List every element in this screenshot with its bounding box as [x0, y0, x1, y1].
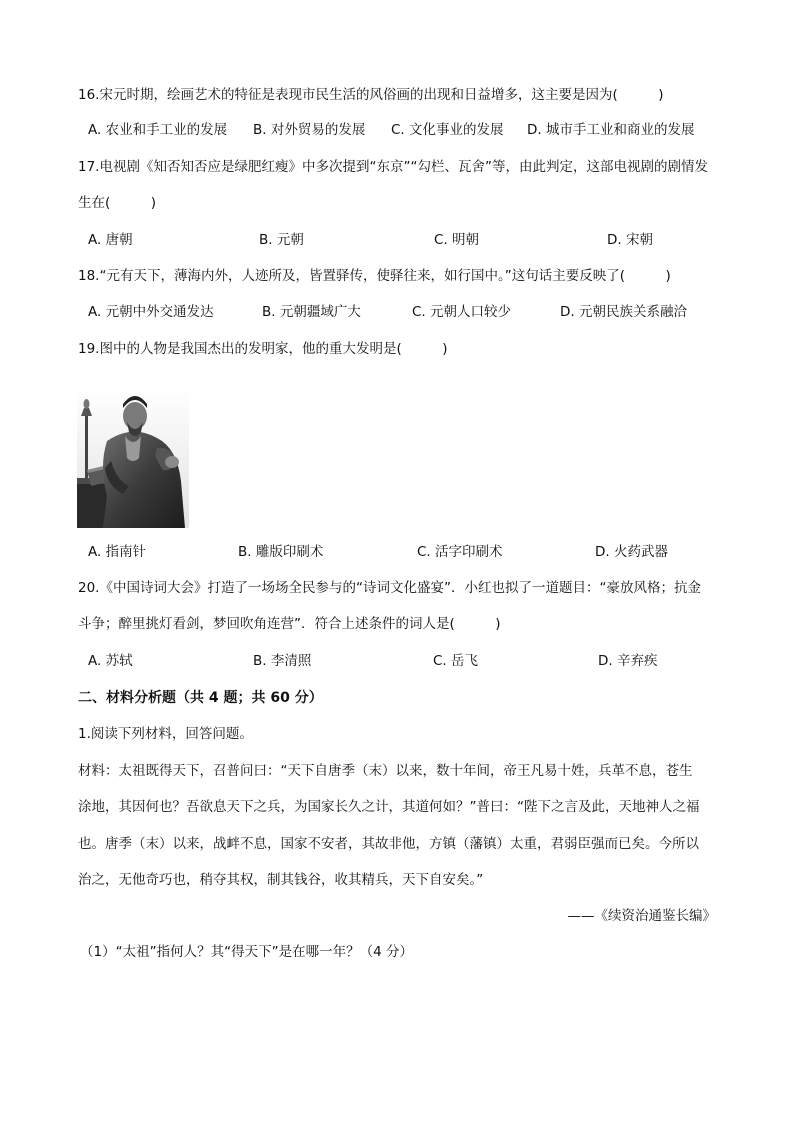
material-line-4: 治之，无他奇巧也，稍夺其权，制其钱谷，收其精兵，天下自安矣。” — [78, 872, 484, 888]
q17-option-a[interactable]: A. 唐朝 — [88, 232, 133, 248]
q17-option-d[interactable]: D. 宋朝 — [607, 232, 653, 248]
q18-stem: 18.“元有天下，薄海内外，人迹所及，皆置驿传，使驿往来，如行国中。”这句话主要反映了( ) — [78, 268, 671, 284]
q16-option-a[interactable]: A. 农业和手工业的发展 — [88, 122, 228, 138]
q16-option-c[interactable]: C. 文化事业的发展 — [391, 122, 504, 138]
q16-options — [88, 120, 728, 140]
q16-option-d[interactable]: D. 城市手工业和商业的发展 — [527, 122, 695, 138]
q18-option-d[interactable]: D. 元朝民族关系融洽 — [560, 304, 687, 320]
q18-option-a[interactable]: A. 元朝中外交通发达 — [88, 304, 214, 320]
q19-options — [88, 542, 728, 562]
q17-stem-line1: 17.电视剧《知否知否应是绿肥红瘦》中多次提到“东京”“勾栏、瓦舍”等，由此判定，这部电视剧的剧情发 — [78, 159, 708, 175]
material-line-2: 涂地，其因何也？吾欲息天下之兵，为国家长久之计，其道何如？”普曰：“陛下之言及此，天地神人之福 — [78, 799, 700, 815]
q18-options — [88, 302, 728, 322]
q17-options — [88, 230, 728, 250]
inventor-portrait-image — [77, 386, 189, 528]
q18-option-b[interactable]: B. 元朝疆域广大 — [262, 304, 361, 320]
q20-option-a[interactable]: A. 苏轼 — [88, 653, 133, 669]
q20-option-b[interactable]: B. 李清照 — [253, 653, 312, 669]
q16-option-b[interactable]: B. 对外贸易的发展 — [253, 122, 366, 138]
q20-stem-line2: 斗争；醉里挑灯看剑，梦回吹角连营”．符合上述条件的词人是( ) — [78, 616, 501, 632]
q19-stem: 19.图中的人物是我国杰出的发明家，他的重大发明是( ) — [78, 341, 448, 357]
q17-stem-line2: 生在( ) — [78, 195, 157, 211]
q17-option-b[interactable]: B. 元朝 — [259, 232, 304, 248]
q19-option-b[interactable]: B. 雕版印刷术 — [238, 544, 324, 560]
q20-options — [88, 651, 728, 671]
material-line-1: 材料：太祖既得天下，召普问曰：“天下自唐季（末）以来，数十年间，帝王凡易十姓，兵革不息，苍生 — [78, 763, 693, 779]
material-line-3: 也。唐季（末）以来，战衅不息，国家不安者，其故非他，方镇（藩镇）太重，君弱臣强而已矣。今所以 — [78, 836, 699, 852]
q18-option-c[interactable]: C. 元朝人口较少 — [412, 304, 512, 320]
q16-stem: 16.宋元时期，绘画艺术的特征是表现市民生活的风俗画的出现和日益增多，这主要是因为( ) — [78, 87, 664, 103]
q19-option-a[interactable]: A. 指南针 — [88, 544, 147, 560]
q1-intro: 1.阅读下列材料，回答问题。 — [78, 726, 253, 742]
q20-stem-line1: 20.《中国诗词大会》打造了一场场全民参与的“诗词文化盛宴”．小红也拟了一道题目：“豪放风格；抗金 — [78, 580, 701, 596]
q20-option-c[interactable]: C. 岳飞 — [433, 653, 479, 669]
material-source: ——《续资治通鉴长编》 — [567, 908, 716, 924]
sub-question-1: （1）“太祖”指何人？其“得天下”是在哪一年？（4 分） — [80, 944, 413, 960]
q20-option-d[interactable]: D. 辛弃疾 — [598, 653, 658, 669]
q19-option-d[interactable]: D. 火药武器 — [595, 544, 668, 560]
q19-option-c[interactable]: C. 活字印刷术 — [417, 544, 503, 560]
section2-title: 二、材料分析题（共 4 题；共 60 分） — [78, 690, 323, 706]
q17-option-c[interactable]: C. 明朝 — [434, 232, 480, 248]
